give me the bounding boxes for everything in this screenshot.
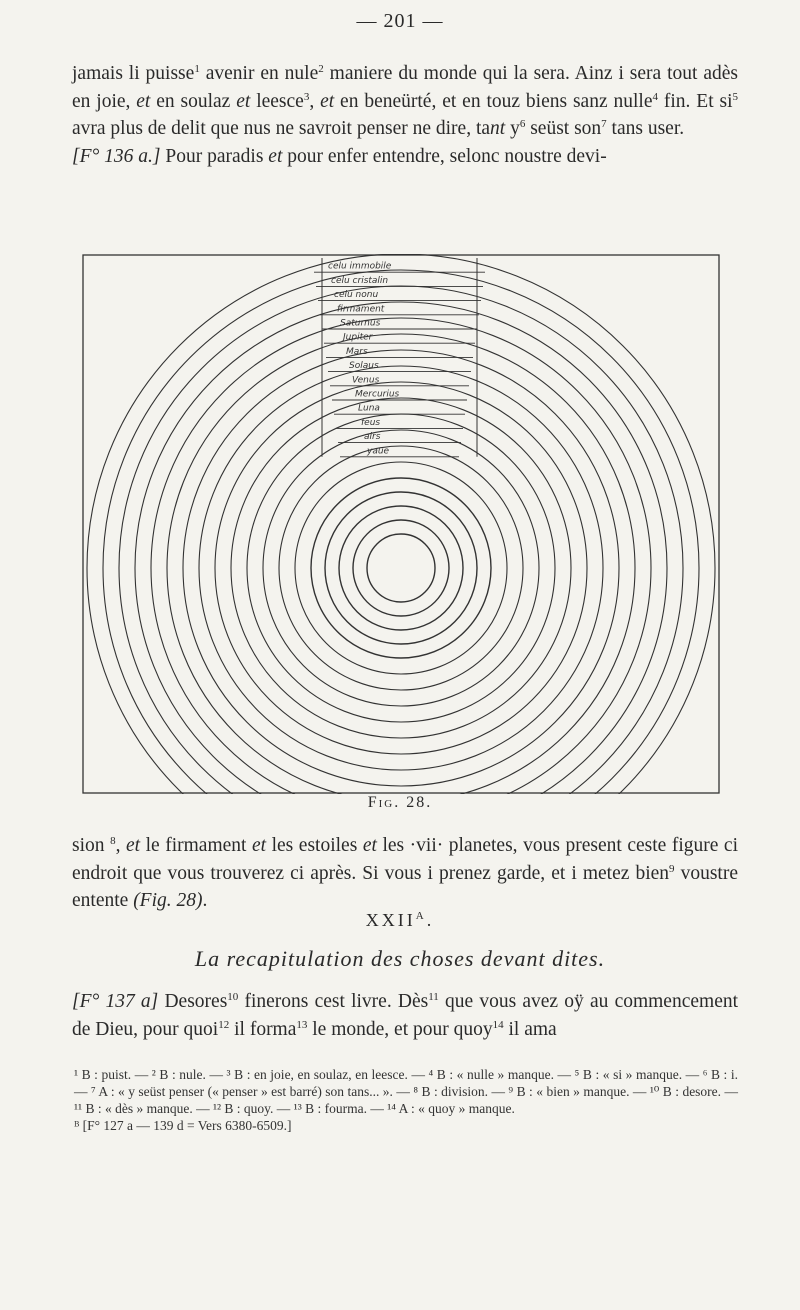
middle-paragraph: sion $^8$, et le firmament et les estoiles et les ·vii· planetes, vous present ceste figure ci endroit que vous trouverez ci après. Si vous i prenez garde, et i metez bien$^9$ voustre entente (Fig. 28). [72, 835, 739, 911]
concentric-spheres [87, 254, 715, 794]
sphere-label: Saturnus [340, 318, 381, 329]
note-ref: 14 [492, 1018, 504, 1031]
folio-ref: [F° 136 a.] [72, 145, 161, 167]
sphere-label: Solaus [349, 361, 379, 372]
sphere-ring [199, 366, 603, 770]
note-ref: 8 [110, 835, 116, 847]
figure-caption: Fig. 28. [367, 794, 433, 811]
sphere-ring [167, 334, 635, 794]
sphere-label: yaue [367, 446, 390, 457]
sphere-label: Venus [352, 375, 380, 386]
note-ref: 4 [652, 90, 658, 103]
sphere-ring [311, 478, 491, 658]
note-ref: 3 [303, 90, 310, 103]
sphere-label: firmament [337, 304, 385, 315]
sphere-label: celu immobile [328, 261, 392, 272]
sphere-label: Jupiter [343, 332, 373, 343]
note-ref: 7 [601, 118, 607, 130]
sphere-ring [135, 302, 667, 794]
sphere-ring [279, 446, 523, 690]
bottom-paragraph: [F° 137 a] Desores$^{10}$ finerons cest livre. Dès$^{11}$ que vous avez oÿ au commencement de Dieu, pour quoi$^{12}$ il forma$^{13}$ le monde, et pour quoy$^{14}$ il ama [72, 991, 739, 1040]
sphere-label: celu nonu [334, 290, 379, 301]
note-ref: 13 [296, 1018, 308, 1031]
sphere-ring [295, 462, 507, 674]
sphere-label: airs [364, 432, 381, 443]
top-paragraph: jamais li puisse$^1$ avenir en nule$^2$ maniere du monde qui la sera. Ainz i sera tout adès en joie, et en soulaz et leesce$^3$, et en beneürté, et en touz biens sanz nulle$^4$ fin. Et $si^5$ avra plus de delit que nus ne savroit penser ne dire, tant $y^6$ seüst son$^7$ tans user. [F° 136 a.] Pour paradis et pour enfer entendre, selonc noustre devi- [72, 63, 738, 167]
sphere-ring [87, 254, 715, 794]
sphere-ring [231, 398, 571, 738]
sphere-ring [183, 350, 619, 786]
note-ref: 9 [669, 862, 675, 875]
sphere-label: celu cristalin [331, 275, 389, 286]
note-ref: 6 [519, 118, 526, 130]
figure-reference: (Fig. 28) [133, 890, 203, 911]
cosmos-diagram [82, 254, 720, 794]
sphere-label: Luna [358, 403, 380, 414]
sphere-label: Mercurius [355, 389, 400, 400]
note-ref: 10 [227, 991, 239, 1003]
footnotes [74, 1066, 738, 1134]
note-ref: 1 [194, 63, 200, 75]
note-ref: 11 [428, 991, 439, 1003]
sphere-ring [215, 382, 587, 754]
sphere-label: Mars [346, 346, 368, 357]
note-ref: 5 [732, 90, 738, 103]
footnote-source: ᴮ [F° 127 a — 139 d = Vers 6380-6509.] [74, 1118, 292, 1133]
cosmos-diagram-svg [82, 254, 720, 794]
sphere-ring [339, 506, 463, 630]
sphere-ring [119, 286, 683, 794]
note-ref: 2 [318, 63, 324, 75]
sphere-ring [367, 534, 435, 602]
sphere-ring [263, 430, 539, 706]
chapter-number: $XXII^A$. [365, 910, 435, 930]
sphere-ring [247, 414, 555, 722]
chapter-title: La recapitulation des choses devant dites. [194, 946, 606, 971]
sphere-ring [325, 492, 477, 644]
figure-frame [83, 255, 719, 793]
sphere-ring [103, 270, 699, 794]
footnote-list: ¹ B : puist. — ² B : nule. — ³ B : en joie, en soulaz, en leesce. — ⁴ B : « nulle » manque. — ⁵ B : « si » manque. — ⁶ B : i. — ⁷ A : « y seüst penser (« penser » est barré) son tans... ». — ⁸ B : division. — ⁹ B : « bien » manque. — ¹⁰ B : desore. — ¹¹ B : « dès » manque. — ¹² B : quoy. — ¹³ B : fourma. — ¹⁴ A : « quoy » manque. [74, 1067, 738, 1116]
sphere-label: feus [361, 417, 381, 428]
note-ref: 12 [218, 1018, 230, 1031]
folio-ref: [F° 137 a] [72, 991, 159, 1012]
page-number: — 201 — [356, 10, 444, 32]
